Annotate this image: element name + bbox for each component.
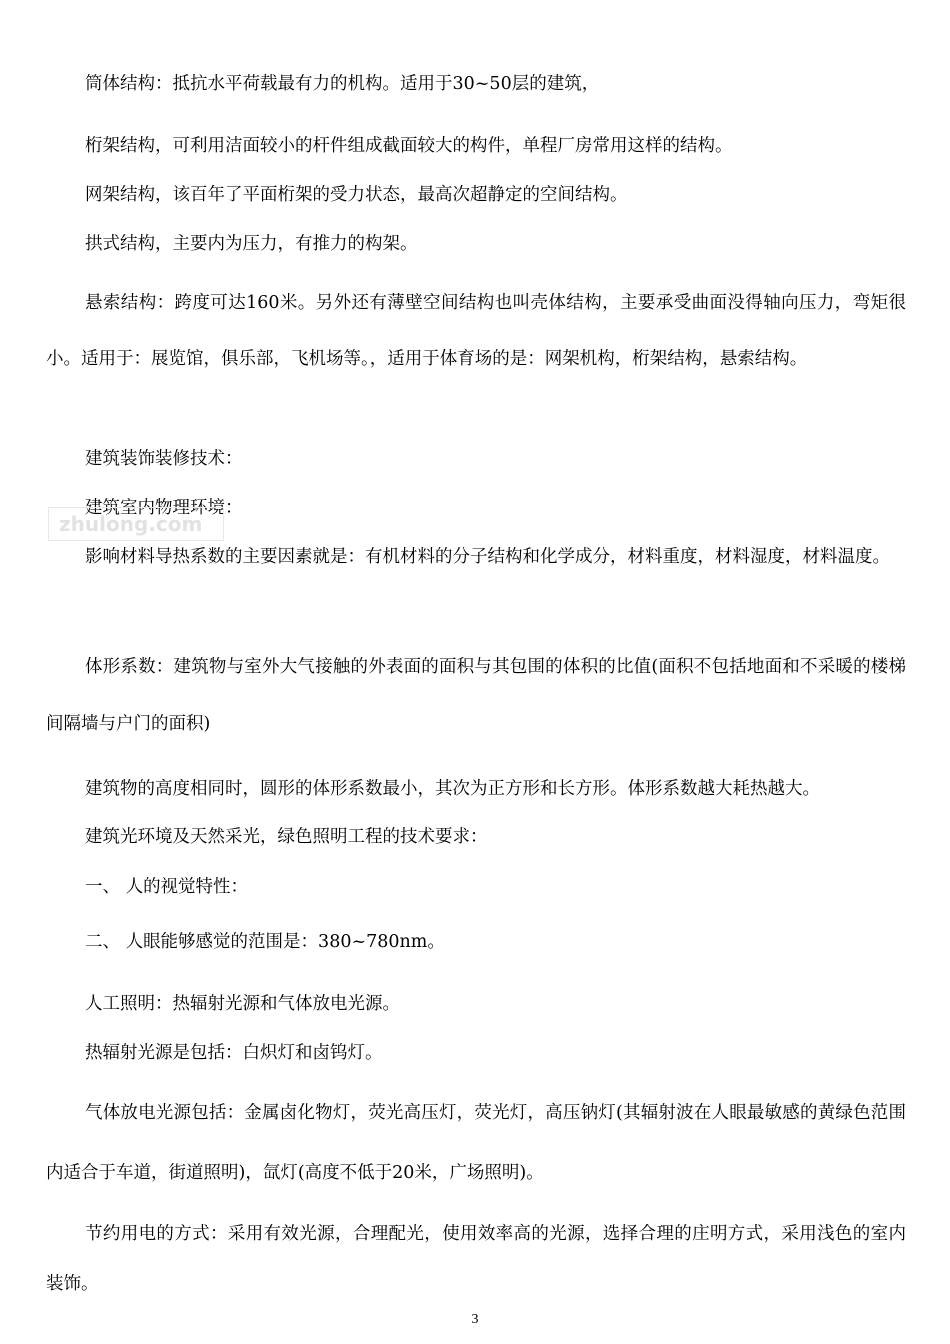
heading-light-environment: 建筑光环境及天然采光，绿色照明工程的技术要求： (85, 827, 488, 847)
paragraph-suspension-structure: 悬索结构：跨度可达160米。另外还有薄壁空间结构也叫壳体结构，主要承受曲面没得轴向压力，弯矩很小。适用于：展览馆，俱乐部，飞机场等。，适用于体育场的是：网架机构，桁架结构，悬索结构。 (46, 293, 906, 369)
watermark-logo: zhulong.com (48, 507, 224, 541)
paragraph-energy-saving: 节约用电的方式：采用有效光源，合理配光，使用效率高的光源，选择合理的庄明方式，采用浅色的室内装饰。 (46, 1224, 906, 1294)
list-item-visible-range: 二、 人眼能够感觉的范围是：380~780nm。 (85, 932, 445, 952)
page-number: 3 (471, 1312, 479, 1327)
paragraph-gas-discharge-sources: 气体放电光源包括：金属卤化物灯，荧光高压灯，荧光灯，高压钠灯(其辐射波在人眼最敏感的黄绿色范围内适合于车道，街道照明)，氙灯(高度不低于20米，广场照明)。 (46, 1103, 906, 1183)
heading-decoration-technology: 建筑装饰装修技术： (85, 449, 243, 469)
paragraph-artificial-lighting: 人工照明：热辐射光源和气体放电光源。 (85, 994, 400, 1014)
paragraph-arch-structure: 拱式结构，主要内为压力，有推力的构架。 (85, 234, 418, 254)
paragraph-truss-structure: 桁架结构，可利用洁面较小的杆件组成截面较大的构件，单程厂房常用这样的结构。 (85, 136, 733, 156)
list-item-visual-characteristics: 一、 人的视觉特性： (85, 877, 249, 897)
heading-indoor-environment: 建筑室内物理环境： (85, 498, 243, 518)
paragraph-thermal-conductivity: 影响材料导热系数的主要因素就是：有机材料的分子结构和化学成分，材料重度，材料湿度，材料温度。 (85, 547, 890, 567)
paragraph-shape-comparison: 建筑物的高度相同时，圆形的体形系数最小，其次为正方形和长方形。体形系数越大耗热越大。 (85, 779, 820, 799)
paragraph-space-frame: 网架结构，该百年了平面桁架的受力状态，最高次超静定的空间结构。 (85, 185, 628, 205)
paragraph-shape-coefficient: 体形系数：建筑物与室外大气接触的外表面的面积与其包围的体积的比值(面积不包括地面和不采暖的楼梯间隔墙与户门的面积) (46, 657, 906, 734)
paragraph-thermal-radiation-sources: 热辐射光源是包括：白炽灯和卤钨灯。 (85, 1043, 383, 1063)
paragraph-tube-structure: 筒体结构：抵抗水平荷载最有力的机构。适用于30~50层的建筑， (85, 74, 600, 94)
